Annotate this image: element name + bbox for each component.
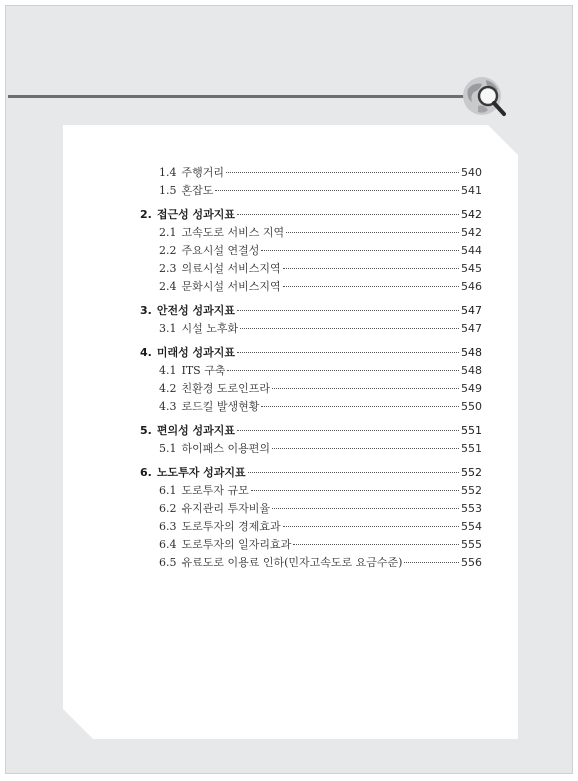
toc-page-number: 542 [461,208,482,221]
toc-number: 6.5 [159,556,177,569]
toc-page-number: 547 [461,304,482,317]
toc-page-number: 549 [461,382,482,395]
toc-page-number: 552 [461,466,482,479]
dot-leader [293,544,459,545]
toc-title: 혼잡도 [181,184,214,197]
dot-leader [272,388,459,389]
toc-title: 고속도로 서비스 지역 [181,226,285,239]
toc-entry[interactable] [140,278,482,296]
toc-title: 시설 노후화 [181,322,239,335]
toc-title: 미래성 성과지표 [156,346,236,359]
toc-page-number: 547 [461,322,482,335]
toc-section[interactable] [140,422,482,440]
toc-entry[interactable] [140,164,482,182]
toc-number: 2.2 [159,244,177,257]
toc-title: 의료시설 서비스지역 [181,262,281,275]
toc-title: 유료도로 이용료 인하(민자고속도로 요금수준) [181,556,403,569]
toc-number: 2.1 [159,226,177,239]
toc-number: 5.1 [159,442,177,455]
toc-title: 노도투자 성과지표 [156,466,246,479]
toc-page-number: 548 [461,346,482,359]
dot-leader [286,232,459,233]
toc-entry[interactable] [140,536,482,554]
dot-leader [227,370,459,371]
header-rule [8,95,478,98]
dot-leader [215,190,459,191]
toc-title: 편의성 성과지표 [156,424,236,437]
toc-section[interactable] [140,344,482,362]
dot-leader [272,448,459,449]
toc-number: 1.4 [159,166,177,179]
toc-title: 문화시설 서비스지역 [181,280,281,293]
toc-section[interactable] [140,464,482,482]
toc-title: 주행거리 [181,166,225,179]
toc-number: 6.2 [159,502,177,515]
toc-entry[interactable] [140,440,482,458]
toc-page-number: 556 [461,556,482,569]
toc-page-number: 546 [461,280,482,293]
dot-leader [240,328,459,329]
toc-title: 로드킬 발생현황 [181,400,260,413]
toc-entry[interactable] [140,224,482,242]
dot-leader [283,286,459,287]
dot-leader [251,490,459,491]
toc-page-number: 551 [461,424,482,437]
toc-number: 1.5 [159,184,177,197]
toc-entry[interactable] [140,380,482,398]
toc-number: 6.1 [159,484,177,497]
toc-page-number: 552 [461,484,482,497]
toc-number: 5. [140,424,152,437]
toc-title: 주요시설 연결성 [181,244,260,257]
toc-page-number: 548 [461,364,482,377]
toc-page-number: 550 [461,400,482,413]
toc-title: 도로투자의 일자리효과 [181,538,292,551]
toc-number: 2.3 [159,262,177,275]
toc-section[interactable] [140,206,482,224]
toc-entry[interactable] [140,260,482,278]
toc-page-number: 554 [461,520,482,533]
toc-entry[interactable] [140,362,482,380]
toc-entry[interactable] [140,398,482,416]
dot-leader [248,472,459,473]
toc-number: 2. [140,208,152,221]
toc-page-number: 555 [461,538,482,551]
toc-entry[interactable] [140,518,482,536]
toc-page-number: 545 [461,262,482,275]
globe-magnifier-icon [460,74,514,122]
toc-entry[interactable] [140,554,482,572]
toc-section[interactable] [140,302,482,320]
toc-page-number: 551 [461,442,482,455]
toc-number: 4.3 [159,400,177,413]
dot-leader [272,508,459,509]
dot-leader [237,430,459,431]
dot-leader [237,352,459,353]
toc-page-number: 542 [461,226,482,239]
dot-leader [237,214,459,215]
dot-leader [226,172,459,173]
toc-title: 도로투자의 경제효과 [181,520,281,533]
toc-page-number: 540 [461,166,482,179]
toc-number: 6.4 [159,538,177,551]
toc-page-number: 553 [461,502,482,515]
toc-title: 친환경 도로인프라 [181,382,271,395]
toc-title: 하이패스 이용편의 [181,442,271,455]
toc-entry[interactable] [140,320,482,338]
toc-title: 접근성 성과지표 [156,208,236,221]
toc-number: 6. [140,466,152,479]
toc-title: 도로투자 규모 [181,484,249,497]
toc-entry[interactable] [140,182,482,200]
table-of-contents [140,164,482,572]
toc-number: 6.3 [159,520,177,533]
toc-number: 4.2 [159,382,177,395]
dot-leader [404,562,459,563]
toc-page-number: 544 [461,244,482,257]
toc-entry[interactable] [140,242,482,260]
toc-page-number: 541 [461,184,482,197]
dot-leader [237,310,459,311]
toc-title: ITS 구축 [181,364,226,377]
dot-leader [261,406,459,407]
toc-number: 3.1 [159,322,177,335]
toc-title: 안전성 성과지표 [156,304,236,317]
toc-entry[interactable] [140,500,482,518]
toc-number: 3. [140,304,152,317]
toc-entry[interactable] [140,482,482,500]
toc-number: 4.1 [159,364,177,377]
dot-leader [283,268,459,269]
dot-leader [283,526,459,527]
dot-leader [261,250,459,251]
toc-number: 4. [140,346,152,359]
toc-number: 2.4 [159,280,177,293]
toc-title: 유지관리 투자비율 [181,502,271,515]
